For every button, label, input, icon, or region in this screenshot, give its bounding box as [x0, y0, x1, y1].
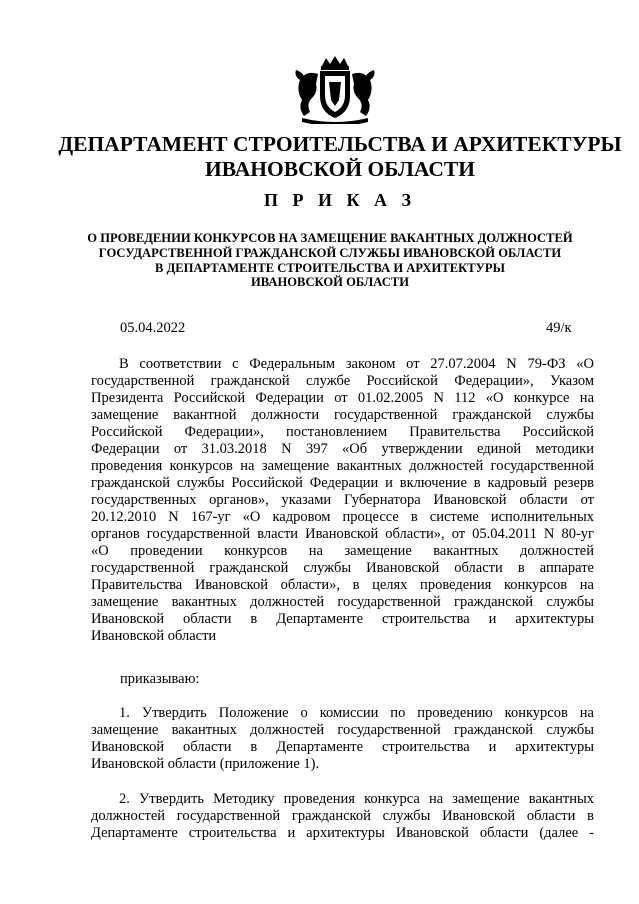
preamble-body — [91, 373, 594, 645]
coat-of-arms-icon — [292, 56, 378, 124]
item-2-body — [91, 808, 594, 842]
text-line: Ивановской области — [91, 628, 217, 644]
order-number: 49/к — [546, 320, 572, 336]
text-line: Ивановской области (приложение 1). — [91, 756, 320, 772]
document-type: П Р И К А З — [263, 190, 417, 210]
item-1-first — [119, 705, 594, 722]
decree-word: приказываю: — [120, 671, 200, 687]
text-line: замещение вакантных должностей государственной гражданской службы — [91, 722, 594, 738]
subject-line: В ДЕПАРТАМЕНТЕ СТРОИТЕЛЬСТВА И АРХИТЕКТУРЫ — [155, 260, 505, 275]
text-line: Российской Федерации», постановлением Правительства Российской — [91, 424, 594, 440]
subject-line: ГОСУДАРСТВЕННОЙ ГРАЖДАНСКОЙ СЛУЖБЫ ИВАНОВСКОЙ ОБЛАСТИ — [98, 245, 562, 260]
text-line: В соответствии с Федеральным законом от 27.07.2004 N 79-ФЗ «О — [119, 356, 594, 372]
text-line: 2. Утвердить Методику проведения конкурса на замещение вакантных — [119, 791, 594, 807]
text-line: Ивановской области в Департаменте строительства и архитектуры — [91, 739, 594, 755]
preamble — [119, 356, 594, 373]
text-line: государственных органов», указами Губернатора Ивановской области от — [91, 492, 594, 508]
text-line: 1. Утвердить Положение о комиссии по проведению конкурсов на — [119, 705, 594, 721]
text-line: гражданской службы Российской Федерации и включение в кадровый резерв — [91, 475, 594, 491]
text-line: 20.12.2010 N 167-уг «О кадровом процессе в системе исполнительных — [91, 509, 594, 525]
text-line: проведения конкурсов на замещение вакантных должностей государственной — [91, 458, 594, 474]
text-line: государственной гражданской службы Ивановской области в аппарате — [91, 560, 594, 576]
department-title-line2: ИВАНОВСКОЙ ОБЛАСТИ — [205, 157, 475, 181]
text-line: «О проведении конкурсов на замещение вакантных должностей — [91, 543, 594, 559]
text-line: Департаменте строительства и архитектуры Ивановской области (далее - — [91, 825, 594, 841]
text-line: замещение вакантной должности государственной гражданской службы — [91, 407, 594, 423]
text-line: государственной гражданской службе Российской Федерации», Указом — [91, 373, 594, 389]
text-line: Федерации от 31.03.2018 N 397 «Об утверждении единой методики — [91, 441, 594, 457]
text-line: Правительства Ивановской области», в целях проведения конкурсов на — [91, 577, 594, 593]
department-title-line1: ДЕПАРТАМЕНТ СТРОИТЕЛЬСТВА И АРХИТЕКТУРЫ — [58, 132, 622, 156]
item-2-first — [119, 791, 594, 808]
subject-line: ИВАНОВСКОЙ ОБЛАСТИ — [250, 275, 410, 290]
order-subject — [60, 231, 600, 290]
text-line: Президента Российской Федерации от 01.02.2005 N 112 «О конкурсе на — [91, 390, 594, 406]
subject-line: О ПРОВЕДЕНИИ КОНКУРСОВ НА ЗАМЕЩЕНИЕ ВАКАНТНЫХ ДОЛЖНОСТЕЙ — [87, 231, 573, 245]
item-1-body — [91, 722, 594, 773]
text-line: Ивановской области в Департаменте строительства и архитектуры — [91, 611, 594, 627]
text-line: замещение вакантных должностей государственной гражданской службы — [91, 594, 594, 610]
text-line: должностей государственной гражданской службы Ивановской области в — [91, 808, 594, 824]
order-date: 05.04.2022 — [120, 320, 186, 336]
text-line: органов государственной власти Ивановской области», от 05.04.2011 N 80-уг — [91, 526, 594, 542]
